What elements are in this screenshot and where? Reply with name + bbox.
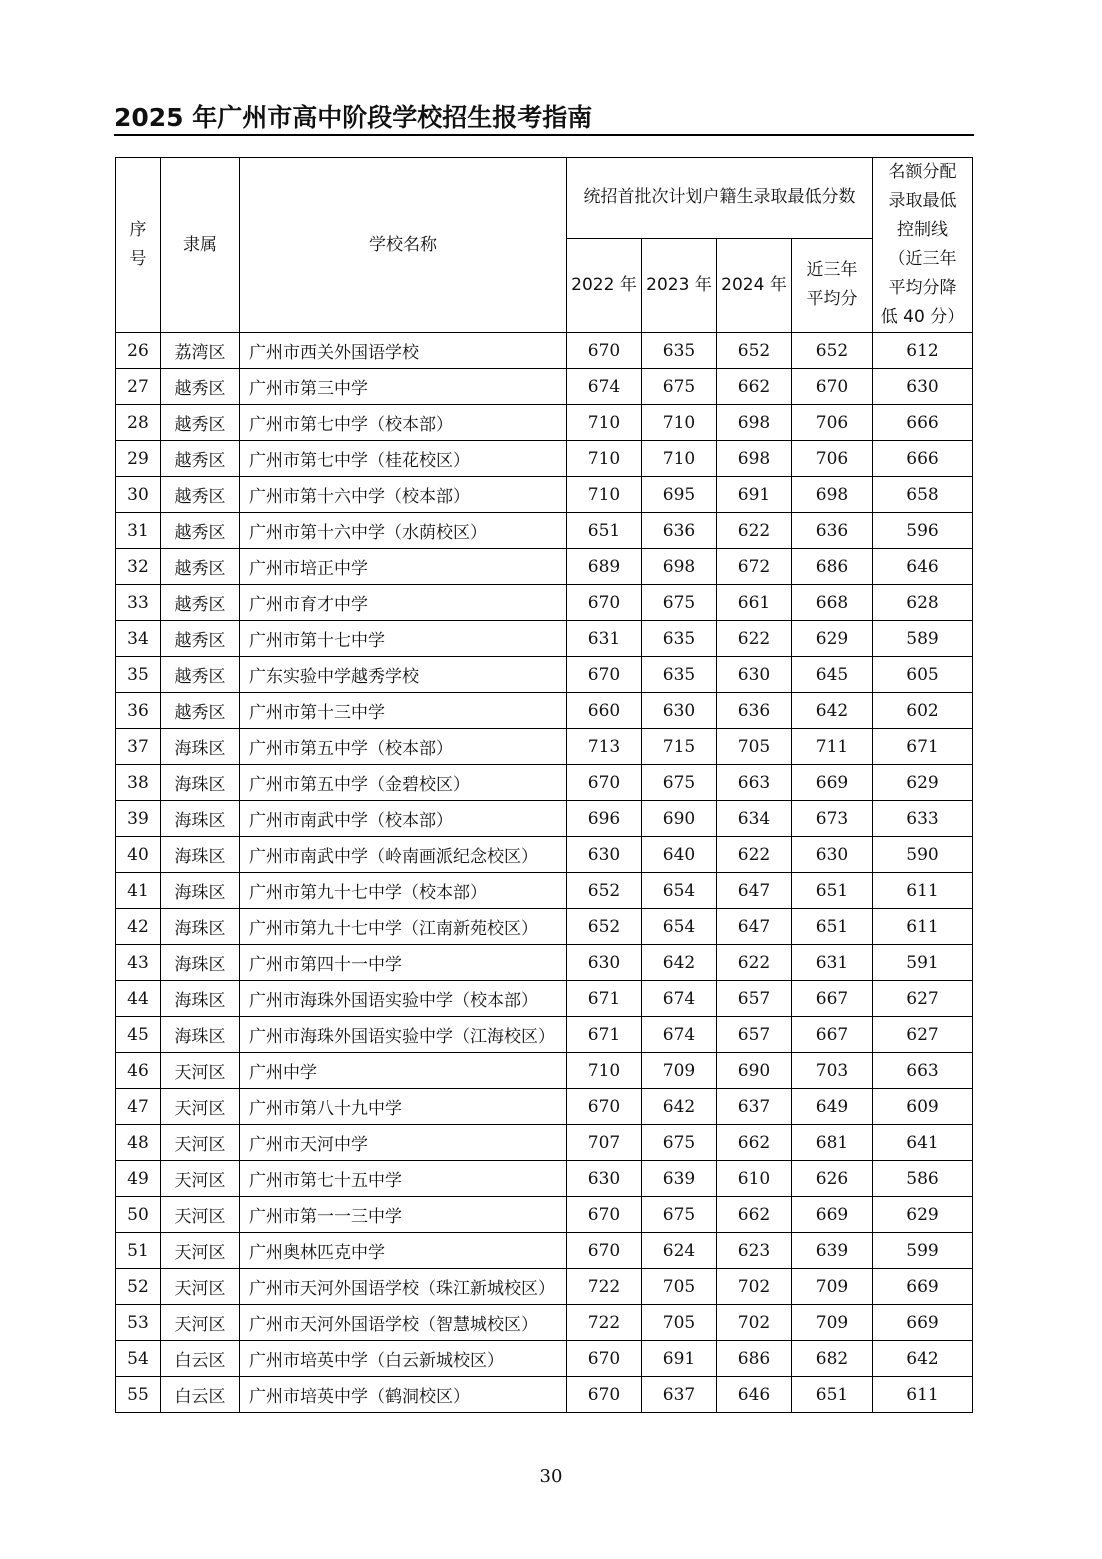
cell-seq: 26 (116, 333, 161, 369)
cell-school-name: 广州市第七中学（校本部） (240, 405, 567, 441)
table-row (116, 405, 973, 441)
cell-district: 白云区 (161, 1341, 240, 1377)
cell-seq: 45 (116, 1017, 161, 1053)
cell-score-2023: 675 (642, 369, 717, 405)
cell-score-2022: 630 (567, 945, 642, 981)
cell-avg-score: 669 (792, 765, 873, 801)
cell-school-name: 广东实验中学越秀学校 (240, 657, 567, 693)
cell-avg-score: 673 (792, 801, 873, 837)
cell-score-2024: 662 (717, 1197, 792, 1233)
cell-district: 越秀区 (161, 441, 240, 477)
cell-score-2022: 652 (567, 873, 642, 909)
cell-score-2022: 670 (567, 1377, 642, 1413)
cell-district: 海珠区 (161, 909, 240, 945)
cell-score-2023: 715 (642, 729, 717, 765)
cell-score-2024: 663 (717, 765, 792, 801)
cell-score-2023: 654 (642, 873, 717, 909)
page-title: 2025 年广州市高中阶段学校招生报考指南 (114, 103, 593, 132)
cell-district: 海珠区 (161, 729, 240, 765)
cell-score-2023: 640 (642, 837, 717, 873)
cell-score-2024: 622 (717, 513, 792, 549)
cell-score-2024: 672 (717, 549, 792, 585)
cell-seq: 51 (116, 1233, 161, 1269)
cell-school-name: 广州市育才中学 (240, 585, 567, 621)
cell-score-2023: 630 (642, 693, 717, 729)
cell-score-2022: 689 (567, 549, 642, 585)
cell-school-name: 广州市第三中学 (240, 369, 567, 405)
header-row-top (116, 158, 973, 239)
table-row (116, 513, 973, 549)
cell-school-name: 广州市天河中学 (240, 1125, 567, 1161)
table-row (116, 801, 973, 837)
cell-avg-score: 652 (792, 333, 873, 369)
cell-score-2023: 705 (642, 1305, 717, 1341)
cell-avg-score: 703 (792, 1053, 873, 1089)
cell-school-name: 广州市第十六中学（校本部） (240, 477, 567, 513)
cell-score-2023: 624 (642, 1233, 717, 1269)
cell-quota-line: 611 (873, 1377, 973, 1413)
table-row (116, 1089, 973, 1125)
cell-score-2022: 707 (567, 1125, 642, 1161)
cell-avg-score: 682 (792, 1341, 873, 1377)
cell-quota-line: 609 (873, 1089, 973, 1125)
cell-score-2024: 698 (717, 441, 792, 477)
cell-school-name: 广州市海珠外国语实验中学（江海校区） (240, 1017, 567, 1053)
cell-seq: 49 (116, 1161, 161, 1197)
cell-avg-score: 649 (792, 1089, 873, 1125)
cell-district: 天河区 (161, 1233, 240, 1269)
cell-score-2024: 662 (717, 369, 792, 405)
cell-score-2023: 636 (642, 513, 717, 549)
cell-score-2023: 675 (642, 1197, 717, 1233)
cell-score-2022: 710 (567, 441, 642, 477)
cell-score-2024: 646 (717, 1377, 792, 1413)
cell-district: 天河区 (161, 1269, 240, 1305)
cell-avg-score: 626 (792, 1161, 873, 1197)
cell-avg-score: 711 (792, 729, 873, 765)
cell-score-2023: 710 (642, 441, 717, 477)
cell-district: 越秀区 (161, 477, 240, 513)
cell-seq: 35 (116, 657, 161, 693)
cell-score-2022: 631 (567, 621, 642, 657)
table-row (116, 441, 973, 477)
cell-school-name: 广州市培正中学 (240, 549, 567, 585)
cell-avg-score: 709 (792, 1269, 873, 1305)
cell-score-2023: 642 (642, 1089, 717, 1125)
cell-score-2023: 675 (642, 765, 717, 801)
column-header-school: 学校名称 (240, 158, 567, 333)
cell-district: 天河区 (161, 1053, 240, 1089)
cell-avg-score: 651 (792, 1377, 873, 1413)
cell-score-2023: 691 (642, 1341, 717, 1377)
cell-seq: 52 (116, 1269, 161, 1305)
table-row (116, 693, 973, 729)
cell-score-2022: 670 (567, 1233, 642, 1269)
cell-quota-line: 591 (873, 945, 973, 981)
table-row (116, 1197, 973, 1233)
table-row (116, 1269, 973, 1305)
cell-score-2024: 634 (717, 801, 792, 837)
table-row (116, 945, 973, 981)
cell-score-2022: 674 (567, 369, 642, 405)
table-row (116, 585, 973, 621)
table-row (116, 873, 973, 909)
cell-quota-line: 629 (873, 1197, 973, 1233)
cell-score-2024: 622 (717, 837, 792, 873)
column-header-quota: 名额分配 录取最低 控制线 （近三年 平均分降 低 40 分） (873, 158, 973, 333)
cell-score-2022: 660 (567, 693, 642, 729)
cell-score-2022: 710 (567, 1053, 642, 1089)
cell-quota-line: 641 (873, 1125, 973, 1161)
cell-quota-line: 611 (873, 909, 973, 945)
cell-score-2024: 637 (717, 1089, 792, 1125)
cell-score-2023: 635 (642, 333, 717, 369)
cell-seq: 46 (116, 1053, 161, 1089)
cell-district: 天河区 (161, 1089, 240, 1125)
cell-score-2023: 637 (642, 1377, 717, 1413)
cell-score-2023: 695 (642, 477, 717, 513)
cell-seq: 53 (116, 1305, 161, 1341)
cell-score-2024: 657 (717, 1017, 792, 1053)
table-row (116, 549, 973, 585)
cell-seq: 50 (116, 1197, 161, 1233)
cell-school-name: 广州市第七十五中学 (240, 1161, 567, 1197)
cell-quota-line: 605 (873, 657, 973, 693)
cell-district: 越秀区 (161, 657, 240, 693)
cell-quota-line: 628 (873, 585, 973, 621)
cell-seq: 54 (116, 1341, 161, 1377)
table-row (116, 1305, 973, 1341)
cell-seq: 40 (116, 837, 161, 873)
cell-quota-line: 666 (873, 441, 973, 477)
cell-score-2022: 630 (567, 1161, 642, 1197)
cell-seq: 32 (116, 549, 161, 585)
cell-district: 越秀区 (161, 621, 240, 657)
cell-score-2024: 661 (717, 585, 792, 621)
cell-seq: 55 (116, 1377, 161, 1413)
cell-score-2023: 635 (642, 621, 717, 657)
cell-avg-score: 645 (792, 657, 873, 693)
cell-school-name: 广州市天河外国语学校（智慧城校区） (240, 1305, 567, 1341)
cell-avg-score: 670 (792, 369, 873, 405)
cell-score-2024: 623 (717, 1233, 792, 1269)
cell-score-2022: 670 (567, 1197, 642, 1233)
cell-score-2024: 647 (717, 873, 792, 909)
cell-seq: 36 (116, 693, 161, 729)
cell-avg-score: 629 (792, 621, 873, 657)
cell-avg-score: 636 (792, 513, 873, 549)
cell-score-2022: 710 (567, 405, 642, 441)
table-row (116, 477, 973, 513)
table-row (116, 1341, 973, 1377)
cell-score-2022: 713 (567, 729, 642, 765)
cell-score-2024: 636 (717, 693, 792, 729)
cell-avg-score: 698 (792, 477, 873, 513)
column-header-district: 隶属 (161, 158, 240, 333)
page-number: 30 (539, 1466, 563, 1487)
cell-score-2022: 671 (567, 1017, 642, 1053)
cell-score-2022: 670 (567, 585, 642, 621)
cell-avg-score: 706 (792, 441, 873, 477)
cell-avg-score: 668 (792, 585, 873, 621)
cell-quota-line: 671 (873, 729, 973, 765)
cell-quota-line: 612 (873, 333, 973, 369)
cell-quota-line: 596 (873, 513, 973, 549)
cell-score-2022: 670 (567, 1341, 642, 1377)
cell-district: 海珠区 (161, 1017, 240, 1053)
cell-score-2024: 652 (717, 333, 792, 369)
cell-quota-line: 658 (873, 477, 973, 513)
cell-district: 白云区 (161, 1377, 240, 1413)
table-row (116, 657, 973, 693)
cell-avg-score: 706 (792, 405, 873, 441)
cell-school-name: 广州市第九十七中学（校本部） (240, 873, 567, 909)
cell-school-name: 广州市第八十九中学 (240, 1089, 567, 1125)
cell-seq: 31 (116, 513, 161, 549)
column-header-avg: 近三年 平均分 (792, 238, 873, 332)
cell-school-name: 广州市第十七中学 (240, 621, 567, 657)
cell-score-2022: 710 (567, 477, 642, 513)
cell-quota-line: 627 (873, 1017, 973, 1053)
cell-quota-line: 629 (873, 765, 973, 801)
cell-score-2023: 642 (642, 945, 717, 981)
cell-school-name: 广州市培英中学（鹤洞校区） (240, 1377, 567, 1413)
cell-seq: 29 (116, 441, 161, 477)
cell-district: 海珠区 (161, 801, 240, 837)
cell-avg-score: 709 (792, 1305, 873, 1341)
table-row (116, 1161, 973, 1197)
cell-quota-line: 633 (873, 801, 973, 837)
cell-school-name: 广州市第一一三中学 (240, 1197, 567, 1233)
cell-score-2024: 647 (717, 909, 792, 945)
cell-school-name: 广州市西关外国语学校 (240, 333, 567, 369)
cell-district: 海珠区 (161, 873, 240, 909)
cell-district: 天河区 (161, 1197, 240, 1233)
cell-school-name: 广州市天河外国语学校（珠江新城校区） (240, 1269, 567, 1305)
cell-seq: 30 (116, 477, 161, 513)
cell-seq: 28 (116, 405, 161, 441)
cell-quota-line: 669 (873, 1269, 973, 1305)
table-row (116, 369, 973, 405)
cell-avg-score: 639 (792, 1233, 873, 1269)
cell-district: 天河区 (161, 1161, 240, 1197)
cell-score-2022: 722 (567, 1269, 642, 1305)
cell-seq: 43 (116, 945, 161, 981)
cell-score-2024: 657 (717, 981, 792, 1017)
column-header-2024: 2024 年 (717, 238, 792, 332)
cell-avg-score: 630 (792, 837, 873, 873)
cell-seq: 44 (116, 981, 161, 1017)
table-row (116, 1377, 973, 1413)
cell-score-2023: 675 (642, 585, 717, 621)
cell-school-name: 广州市海珠外国语实验中学（校本部） (240, 981, 567, 1017)
cell-district: 天河区 (161, 1305, 240, 1341)
table-row (116, 981, 973, 1017)
cell-district: 越秀区 (161, 405, 240, 441)
table-body (116, 333, 973, 1413)
cell-score-2022: 652 (567, 909, 642, 945)
cell-quota-line: 666 (873, 405, 973, 441)
cell-avg-score: 669 (792, 1197, 873, 1233)
cell-score-2024: 705 (717, 729, 792, 765)
cell-score-2023: 674 (642, 981, 717, 1017)
cell-score-2023: 675 (642, 1125, 717, 1161)
cell-score-2024: 610 (717, 1161, 792, 1197)
table-row (116, 1053, 973, 1089)
cell-quota-line: 669 (873, 1305, 973, 1341)
cell-score-2024: 630 (717, 657, 792, 693)
table-row (116, 1125, 973, 1161)
column-header-2022: 2022 年 (567, 238, 642, 332)
cell-school-name: 广州市第十六中学（水荫校区） (240, 513, 567, 549)
cell-school-name: 广州市南武中学（校本部） (240, 801, 567, 837)
cell-score-2023: 710 (642, 405, 717, 441)
cell-score-2022: 630 (567, 837, 642, 873)
cell-seq: 47 (116, 1089, 161, 1125)
cell-score-2022: 670 (567, 1089, 642, 1125)
cell-school-name: 广州市南武中学（岭南画派纪念校区） (240, 837, 567, 873)
cell-score-2022: 696 (567, 801, 642, 837)
cell-district: 海珠区 (161, 765, 240, 801)
cell-seq: 37 (116, 729, 161, 765)
table-row (116, 333, 973, 369)
cell-score-2024: 622 (717, 945, 792, 981)
column-group-header-scores: 统招首批次计划户籍生录取最低分数 (567, 158, 873, 239)
cell-quota-line: 646 (873, 549, 973, 585)
cell-avg-score: 667 (792, 981, 873, 1017)
cell-avg-score: 651 (792, 909, 873, 945)
table-row (116, 765, 973, 801)
cell-district: 越秀区 (161, 513, 240, 549)
cell-district: 越秀区 (161, 549, 240, 585)
cell-score-2022: 671 (567, 981, 642, 1017)
cell-district: 越秀区 (161, 693, 240, 729)
cell-district: 荔湾区 (161, 333, 240, 369)
cell-seq: 39 (116, 801, 161, 837)
table-row (116, 729, 973, 765)
cell-avg-score: 686 (792, 549, 873, 585)
cell-avg-score: 631 (792, 945, 873, 981)
cell-score-2022: 722 (567, 1305, 642, 1341)
cell-school-name: 广州市第五中学（金碧校区） (240, 765, 567, 801)
cell-district: 海珠区 (161, 945, 240, 981)
cell-school-name: 广州市培英中学（白云新城校区） (240, 1341, 567, 1377)
cell-school-name: 广州市第十三中学 (240, 693, 567, 729)
cell-seq: 48 (116, 1125, 161, 1161)
cell-avg-score: 667 (792, 1017, 873, 1053)
cell-score-2022: 670 (567, 765, 642, 801)
cell-score-2024: 702 (717, 1305, 792, 1341)
column-header-2023: 2023 年 (642, 238, 717, 332)
table-row (116, 1233, 973, 1269)
table-row (116, 837, 973, 873)
cell-score-2022: 651 (567, 513, 642, 549)
cell-score-2023: 698 (642, 549, 717, 585)
cell-school-name: 广州奥林匹克中学 (240, 1233, 567, 1269)
cell-score-2023: 654 (642, 909, 717, 945)
cell-seq: 42 (116, 909, 161, 945)
cell-score-2024: 702 (717, 1269, 792, 1305)
cell-district: 海珠区 (161, 837, 240, 873)
cell-score-2024: 622 (717, 621, 792, 657)
cell-score-2023: 674 (642, 1017, 717, 1053)
cell-district: 越秀区 (161, 585, 240, 621)
cell-seq: 33 (116, 585, 161, 621)
cell-school-name: 广州市第四十一中学 (240, 945, 567, 981)
cell-score-2024: 686 (717, 1341, 792, 1377)
cell-school-name: 广州市第九十七中学（江南新苑校区） (240, 909, 567, 945)
cell-district: 天河区 (161, 1125, 240, 1161)
column-header-seq: 序 号 (116, 158, 161, 333)
cell-seq: 41 (116, 873, 161, 909)
page-header (114, 96, 974, 136)
table-row (116, 1017, 973, 1053)
cell-seq: 34 (116, 621, 161, 657)
cell-score-2023: 639 (642, 1161, 717, 1197)
table-row (116, 909, 973, 945)
cell-quota-line: 589 (873, 621, 973, 657)
cell-score-2023: 635 (642, 657, 717, 693)
cell-quota-line: 590 (873, 837, 973, 873)
cell-quota-line: 663 (873, 1053, 973, 1089)
cell-score-2024: 690 (717, 1053, 792, 1089)
cell-school-name: 广州中学 (240, 1053, 567, 1089)
cell-quota-line: 602 (873, 693, 973, 729)
cell-score-2023: 690 (642, 801, 717, 837)
cell-avg-score: 642 (792, 693, 873, 729)
cell-score-2022: 670 (567, 333, 642, 369)
cell-score-2024: 691 (717, 477, 792, 513)
cell-seq: 38 (116, 765, 161, 801)
cell-score-2024: 662 (717, 1125, 792, 1161)
admission-score-table (115, 157, 973, 1413)
cell-school-name: 广州市第五中学（校本部） (240, 729, 567, 765)
cell-quota-line: 642 (873, 1341, 973, 1377)
cell-score-2023: 705 (642, 1269, 717, 1305)
cell-score-2024: 698 (717, 405, 792, 441)
table-row (116, 621, 973, 657)
cell-avg-score: 651 (792, 873, 873, 909)
cell-avg-score: 681 (792, 1125, 873, 1161)
cell-score-2022: 670 (567, 657, 642, 693)
cell-school-name: 广州市第七中学（桂花校区） (240, 441, 567, 477)
cell-quota-line: 627 (873, 981, 973, 1017)
cell-seq: 27 (116, 369, 161, 405)
cell-quota-line: 611 (873, 873, 973, 909)
cell-quota-line: 599 (873, 1233, 973, 1269)
cell-quota-line: 630 (873, 369, 973, 405)
cell-district: 海珠区 (161, 981, 240, 1017)
cell-district: 越秀区 (161, 369, 240, 405)
cell-quota-line: 586 (873, 1161, 973, 1197)
cell-score-2023: 709 (642, 1053, 717, 1089)
